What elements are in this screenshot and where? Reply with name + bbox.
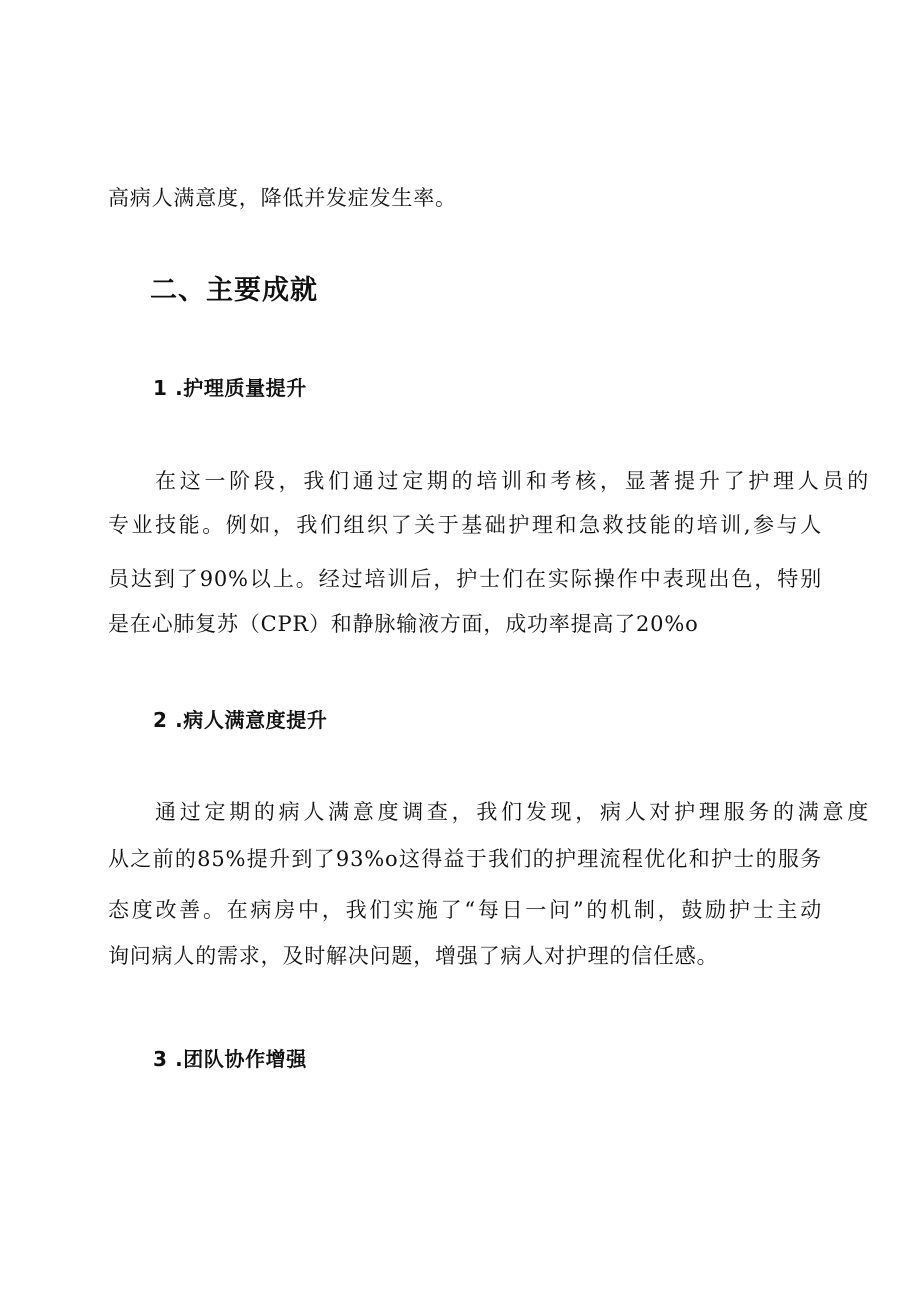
paragraph-line: 询问病人的需求，及时解决问题，增强了病人对护理的信任感。	[108, 944, 719, 968]
subsection-title-3: 3 .团队协作增强	[153, 1047, 307, 1071]
subsection-title-1: 1 .护理质量提升	[153, 376, 307, 400]
paragraph-line: 在这一阶段，我们通过定期的培训和考核，显著提升了护理人员的	[155, 469, 869, 493]
subsection-title-2: 2 .病人满意度提升	[153, 708, 328, 732]
paragraph-line: 从之前的85%提升到了93%o这得益于我们的护理流程优化和护士的服务	[108, 847, 822, 871]
intro-line: 高病人满意度，降低并发症发生率。	[108, 186, 457, 210]
paragraph-line: 通过定期的病人满意度调查，我们发现，病人对护理服务的满意度	[155, 800, 869, 824]
paragraph-line: 是在心肺复苏（CPR）和静脉输液方面，成功率提高了20%o	[108, 612, 699, 636]
section-title: 二、主要成就	[150, 275, 318, 306]
paragraph-line: 态度改善。在病房中，我们实施了“每日一问”的机制，鼓励护士主动	[108, 898, 822, 922]
paragraph-line: 员达到了90%以上。经过培训后，护士们在实际操作中表现出色，特别	[108, 567, 822, 591]
paragraph-line: 专业技能。例如，我们组织了关于基础护理和急救技能的培训,参与人	[108, 513, 822, 537]
